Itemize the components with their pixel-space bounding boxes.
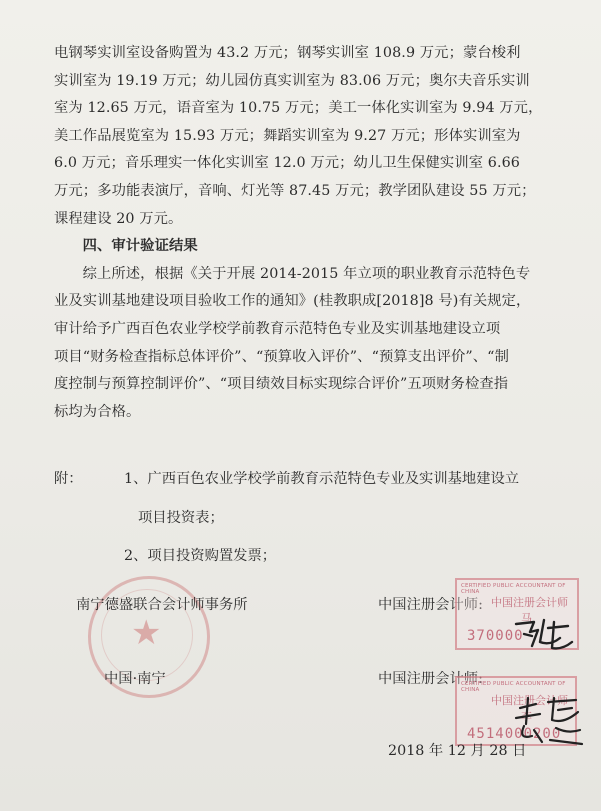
conclusion-line: 项目“财务检查指标总体评价”、“预算收入评价”、“预算支出评价”、“制 (54, 348, 509, 365)
firm-location: 中国·南宁 (104, 671, 166, 687)
star-icon: ★ (131, 613, 162, 653)
handwritten-signature-1 (510, 612, 580, 656)
stamp-title: 中国注册会计师 (491, 596, 568, 609)
conclusion-line: 审计给予广西百色农业学校学前教育示范特色专业及实训基地建设立项 (54, 320, 501, 337)
stamp-header: CERTIFIED PUBLIC ACCOUNTANT OF CHINA (461, 681, 566, 693)
conclusion-line: 综上所述，根据《关于开展 2014-2015 年立项的职业教育示范特色专 (82, 265, 531, 282)
attachments-label: 附： (54, 471, 83, 487)
report-date: 2018 年 12 月 28 日 (388, 743, 527, 759)
body-line: 电钢琴实训室设备购置为 43.2 万元；钢琴实训室 108.9 万元；蒙台梭利 (54, 45, 521, 61)
stamp-number: 370000 (467, 628, 524, 644)
attachments (54, 466, 554, 571)
body-text (54, 40, 554, 426)
attachment-item-1: 1、广西百色农业学校学前教育示范特色专业及实训基地建设立 (124, 471, 520, 487)
attachment-item-1-cont: 项目投资表； (138, 509, 224, 526)
section-heading: 四、审计验证结果 (82, 238, 198, 255)
cpa-label-1: 中国注册会计师: (378, 597, 483, 613)
attachment-item-2: 2、项目投资购置发票； (124, 548, 277, 565)
body-line: 6.0 万元；音乐理实一体化实训室 12.0 万元；幼儿卫生保健实训室 6.66 (54, 155, 520, 172)
stamp-title: 中国注册会计师 (491, 694, 568, 707)
conclusion-line: 度控制与预算控制评价”、“项目绩效目标实现综合评价”五项财务检查指 (54, 376, 509, 393)
body-line: 室为 12.65 万元，语音室为 10.75 万元；美工一体化实训室为 9.94 万元， (54, 100, 543, 117)
body-line: 美工作品展览室为 15.93 万元；舞蹈实训室为 9.27 万元；形体实训室为 (54, 127, 521, 144)
conclusion-line: 标均为合格。 (54, 403, 141, 420)
conclusion-line: 业及实训基地建设项目验收工作的通知》(桂教职成[2018]8 号)有关规定， (54, 293, 531, 310)
stamp-name: 马 (521, 612, 532, 625)
body-line: 实训室为 19.19 万元；幼儿园仿真实训室为 83.06 万元；奥尔夫音乐实训 (54, 72, 530, 89)
stamp-number: 4514000200 (467, 726, 562, 742)
firm-name: 南宁德盛联合会计师事务所 (76, 597, 248, 613)
body-line: 万元；多功能表演厅，音响、灯光等 87.45 万元；教学团队建设 55 万元； (54, 182, 536, 199)
stamp-header: CERTIFIED PUBLIC ACCOUNTANT OF CHINA (461, 583, 566, 595)
body-line: 课程建设 20 万元。 (54, 210, 183, 227)
cpa-label-2: 中国注册会计师: (378, 671, 483, 687)
stamp-name: 李 (521, 710, 532, 723)
